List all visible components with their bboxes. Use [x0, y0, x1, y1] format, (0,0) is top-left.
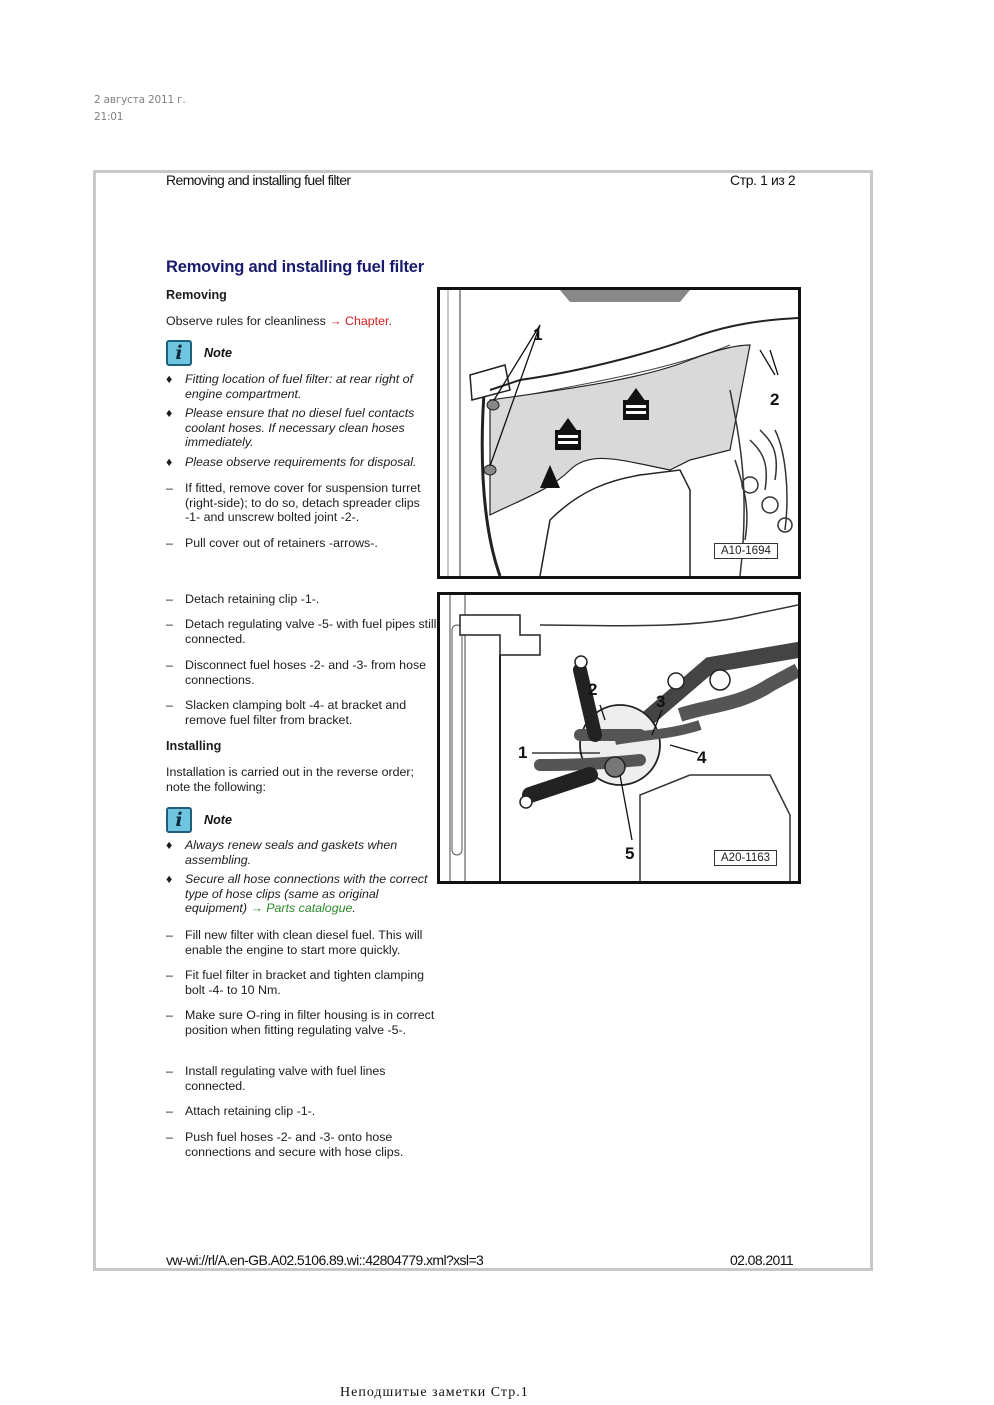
dash-marker: –	[166, 928, 173, 942]
svg-text:2: 2	[588, 680, 598, 699]
bullet-marker: ♦	[166, 372, 173, 386]
dash-marker: –	[166, 968, 173, 982]
dash-marker: –	[166, 1104, 173, 1118]
step-item: – Pull cover out of retainers -arrows-.	[166, 536, 378, 550]
parts-catalogue-link[interactable]: → Parts catalogue	[250, 901, 353, 916]
document-title: Removing and installing fuel filter	[166, 258, 424, 276]
dash-marker: –	[166, 698, 173, 712]
dash-marker: –	[166, 536, 173, 550]
removing-heading: Removing	[166, 288, 227, 302]
installing-intro: Installation is carried out in the reverse order; note the following:	[166, 765, 414, 794]
step-item: – Fill new filter with clean diesel fuel. This will enable the engine to start more quickly.	[166, 928, 423, 957]
cleanliness-instruction: Observe rules for cleanliness → Chapter.	[166, 314, 392, 328]
step-item: – Detach regulating valve -5- with fuel pipes still connected.	[166, 617, 437, 646]
step-item: – Fit fuel filter in bracket and tighten clamping bolt -4- to 10 Nm.	[166, 968, 424, 997]
step-item: – Install regulating valve with fuel lines connected.	[166, 1064, 386, 1093]
note-item: ♦ Always renew seals and gaskets when assembling.	[166, 838, 398, 867]
step-item: – Disconnect fuel hoses -2- and -3- from hose connections.	[166, 658, 427, 687]
svg-text:1: 1	[518, 743, 528, 762]
note-item: ♦ Secure all hose connections with the correct type of hose clips (same as original equipment) → Parts catalogue.	[166, 872, 428, 916]
page-footer-url: vw-wi://rl/A.en-GB.A02.5106.89.wi::42804779.xml?xsl=3	[166, 1252, 484, 1268]
step-item: – Detach retaining clip -1-.	[166, 592, 320, 606]
dash-marker: –	[166, 481, 173, 495]
step-item: – Slacken clamping bolt -4- at bracket and remove fuel filter from bracket.	[166, 698, 407, 727]
figure-code: A20-1163	[714, 850, 777, 866]
dash-marker: –	[166, 592, 173, 606]
info-icon: i	[166, 340, 192, 366]
installing-heading: Installing	[166, 739, 222, 753]
figure-fuel-filter	[437, 592, 801, 884]
chapter-link[interactable]: → Chapter	[329, 314, 389, 328]
bullet-marker: ♦	[166, 455, 173, 469]
note-label: Note	[204, 813, 232, 827]
fuel-filter-illustration	[440, 595, 798, 881]
note-date: 2 августа 2011 г.	[94, 94, 186, 106]
svg-text:5: 5	[625, 844, 635, 863]
note-item: ♦ Fitting location of fuel filter: at rear right of engine compartment.	[166, 372, 413, 401]
svg-text:3: 3	[656, 692, 666, 711]
page-footer-date: 02.08.2011	[730, 1252, 794, 1268]
svg-text:1: 1	[533, 325, 543, 344]
step-item: – If fitted, remove cover for suspension turret (right-side); to do so, detach spreader clips -1- and unscrew bolted joint -2-.	[166, 481, 421, 525]
bullet-marker: ♦	[166, 872, 173, 886]
note-header	[166, 340, 232, 366]
note-item: ♦ Please observe requirements for disposal.	[166, 455, 417, 469]
notebook-page-caption: Неподшитые заметки Стр.1	[340, 1385, 529, 1400]
step-item: – Attach retaining clip -1-.	[166, 1104, 316, 1118]
bullet-marker: ♦	[166, 406, 173, 420]
note-timestamp	[94, 92, 186, 126]
step-item: – Make sure O-ring in filter housing is in correct position when fitting regulating valve -5-.	[166, 1008, 435, 1037]
figure-suspension-turret-cover	[437, 287, 801, 579]
step-item: – Push fuel hoses -2- and -3- onto hose connections and secure with hose clips.	[166, 1130, 404, 1159]
bullet-marker: ♦	[166, 838, 173, 852]
svg-text:2: 2	[770, 390, 780, 409]
note-label: Note	[204, 346, 232, 360]
dash-marker: –	[166, 1130, 173, 1144]
dash-marker: –	[166, 1008, 173, 1022]
dash-marker: –	[166, 1064, 173, 1078]
note-item: ♦ Please ensure that no diesel fuel contacts coolant hoses. If necessary clean hoses immediately.	[166, 406, 415, 450]
svg-text:4: 4	[697, 748, 707, 767]
figure-code: A10-1694	[714, 543, 778, 559]
note-time: 21:01	[94, 111, 124, 123]
info-icon: i	[166, 807, 192, 833]
dash-marker: –	[166, 658, 173, 672]
dash-marker: –	[166, 617, 173, 631]
engine-bay-illustration	[440, 290, 798, 576]
page-header-title: Removing and installing fuel filter	[166, 172, 351, 188]
note-header	[166, 807, 232, 833]
page-header-page-number: Стр. 1 из 2	[730, 172, 796, 188]
